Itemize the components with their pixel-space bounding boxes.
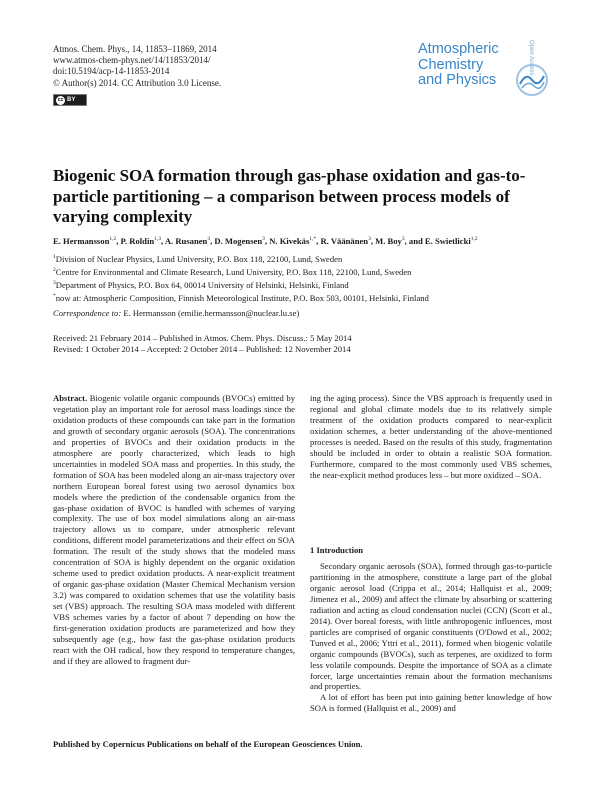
article-metadata: [53, 44, 221, 89]
author: E. Swietlicki$^{1,2}$: [424, 236, 478, 246]
correspondence-contact[interactable]: E. Hermansson (emilie.hermansson@nuclear.lu.se): [123, 308, 300, 318]
correspondence: [53, 308, 299, 318]
author: A. Rusanen$^3$,: [164, 236, 215, 246]
journal-line: and Physics: [418, 72, 497, 88]
paragraph: A lot of effort has been put into gaining better knowledge of how SOA is formed (Hallquist et al., 2009) and: [310, 692, 552, 714]
date-line: Revised: 1 October 2014 – Accepted: 2 October 2014 – Published: 12 November 2014: [53, 344, 351, 355]
cc-badge-text: BY: [67, 97, 76, 103]
paper-title: Biogenic SOA formation through gas-phase oxidation and gas-to-particle partitioning – a comparison between process models of varying complexity: [53, 166, 526, 226]
journal-logo-icon: [514, 62, 550, 98]
journal-line: Atmospheric: [418, 41, 499, 57]
cc-license-badge[interactable]: [53, 94, 87, 106]
abstract-left-column: [53, 393, 295, 667]
author: M. Boy$^3$, and: [375, 236, 425, 246]
abstract-label: Abstract.: [53, 393, 88, 403]
author-list: [53, 236, 553, 246]
publisher-footer: Published by Copernicus Publications on behalf of the European Geosciences Union.: [53, 739, 363, 749]
author: E. Hermansson$^{1,2}$,: [53, 236, 121, 246]
journal-name: [418, 42, 499, 89]
introduction-body: [310, 561, 552, 714]
author: R. Väänänen$^3$,: [320, 236, 376, 246]
license-text: © Author(s) 2014. CC Attribution 3.0 License.: [53, 77, 222, 88]
cc-icon: cc: [57, 97, 64, 103]
publication-dates: [53, 333, 352, 355]
affiliations: [53, 252, 429, 304]
abstract-right-column: ing the aging process). Since the VBS approach is frequently used in regional and global climate models due to its relatively simple treatment of the oxidation products compared to near-explicit oxidation schemes, a better understanding of the above-mentioned processes is needed. Based on the results of this study, fragmentation should be included in order to obtain a realistic SOA formation. Furthermore, compared to the most commonly used VBS schemes, the near-explicit method produces less – but more oxidized – SOA.: [310, 393, 552, 480]
affiliation: $^2$Centre for Environmental and Climate Research, Lund University, P.O. Box 118, 22100, Lund, Sweden: [53, 266, 412, 277]
introduction-heading: 1 Introduction: [310, 545, 364, 555]
date-line: Received: 21 February 2014 – Published in Atmos. Chem. Phys. Discuss.: 5 May 2014: [53, 333, 352, 343]
doi[interactable]: doi:10.5194/acp-14-11853-2014: [53, 66, 170, 77]
journal-line: Chemistry: [418, 56, 484, 73]
open-access-label: Open Access: [528, 40, 534, 76]
correspondence-label: Correspondence to:: [53, 308, 122, 318]
author: N. Kivekäs$^{1,*}$,: [269, 236, 321, 246]
author: P. Roldin$^{1,3}$,: [120, 236, 165, 246]
paragraph: Secondary organic aerosols (SOA), formed through gas-to-particle partitioning in the atmosphere, constitute a large part of the global organic aerosol load (Crippa et al., 2014; Hallquist et al., 2009; Jimenez et al., 2009) and affect the climate by absorbing or scattering radiation and acting as cloud condensation nuclei (CCN) (Scott et al., 2014). Over boreal forests, with little anthropogenic influences, most particles are comprised of organic constituents (O'Dowd et al., 2002; Tunved et al., 2006; Yttri et al., 2011), formed when biogenic volatile organic compounds (BVOCs), such as terpenes, are oxidized to form less volatile compounds. Despite the importance of SOA as a climate forcer, large uncertainties remain about the formation mechanisms and properties.: [310, 561, 552, 692]
citation: Atmos. Chem. Phys., 14, 11853–11869, 2014: [53, 44, 217, 54]
abstract-text: Biogenic volatile organic compounds (BVOCs) emitted by vegetation play an important role for aerosol mass loadings since the oxidation products of these compounds can take part in the formation and growth of secondary organic aerosols (SOA). The concentrations and properties of BVOCs and their oxidation products in the atmosphere are poorly characterized, which leads to high uncertainties in modeled SOA mass and properties. In this study, the formation of SOA has been modeled along an air-mass trajectory over northern European boreal forest using two aerosol dynamics box models where the prediction of the condensable organics from the gas-phase oxidation of BVOC is handled with schemes of varying complexity. The use of box model simulations along an air-mass trajectory allows us to compare, under atmospheric relevant conditions, different model parameterizations and their effect on SOA formation. The result of the study shows that the modeled mass concentration of SOA is highly dependent on the organic oxidation scheme used to predict oxidation products. A near-explicit treatment of organic gas-phase oxidation (Master Chemical Mechanism version 3.2) was compared to oxidation schemes that use the volatility basis set (VBS) approach. The resulting SOA mass modeled with different VBS schemes varies by a factor of about 7 depending on how the first-generation oxidation products are parameterized and how they subsequently age (e.g., how fast the gas-phase oxidation products react with the OH radical, how they respond to temperature changes, and if they are allowed to fragment dur-: [53, 393, 295, 666]
affiliation: $^1$Division of Nuclear Physics, Lund University, P.O. Box 118, 22100, Lund, Sweden: [53, 253, 343, 264]
affiliation: *now at: Atmospheric Composition, Finnish Meteorological Institute, P.O. Box 503, 00101, Helsinki, Finland: [53, 293, 429, 304]
affiliation: $^3$Department of Physics, P.O. Box 64, 00014 University of Helsinki, Helsinki, Finland: [53, 279, 349, 290]
article-url[interactable]: www.atmos-chem-phys.net/14/11853/2014/: [53, 55, 211, 66]
author: D. Mogensen$^3$,: [214, 236, 270, 246]
